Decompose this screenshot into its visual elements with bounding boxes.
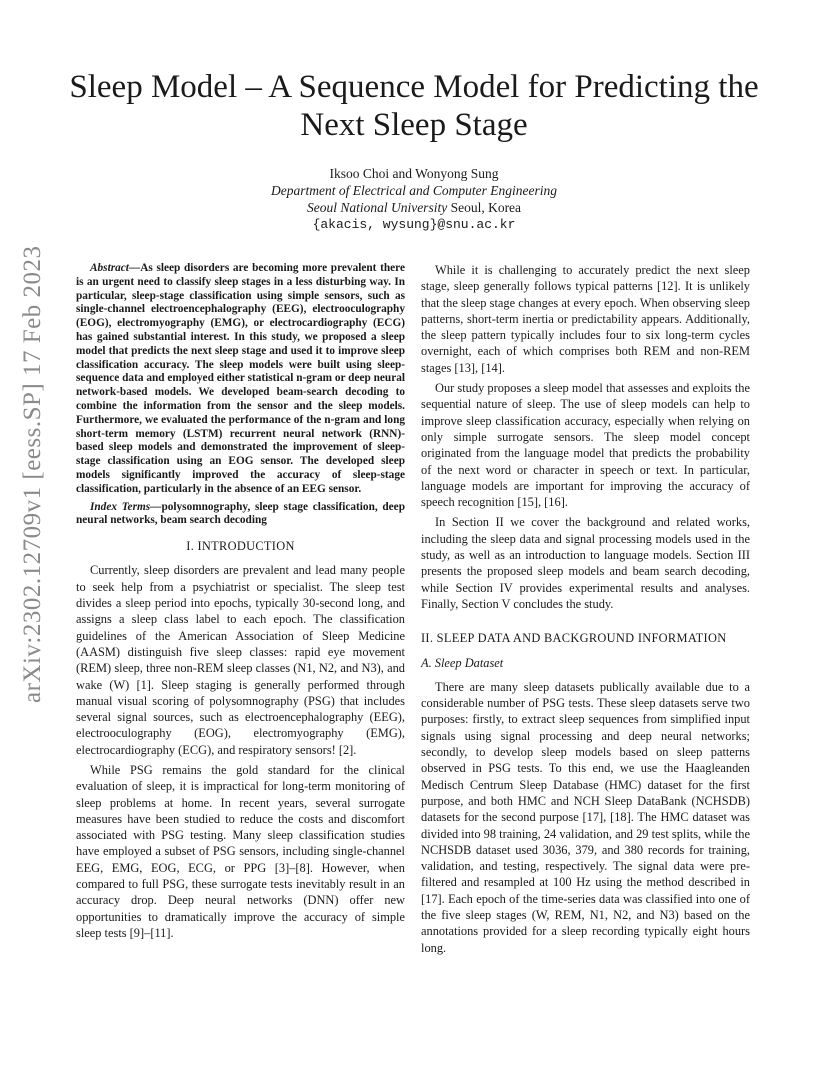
intro-paragraph-4: Our study proposes a sleep model that assesses and exploits the sequential nature of sleep. The use of sleep models can help to improve sleep classification accuracy, especially when relying on only simple surrogate sensors. The sleep model concept originated from the language model that predicts the probability of the next word or character in speech or text. In particular, language models are important for improving the accuracy of speech recognition [15], [16]. [421, 381, 750, 510]
arxiv-identifier: arXiv:2302.12709v1 [eess.SP] 17 Feb 2023 [19, 245, 46, 703]
right-column [421, 262, 750, 960]
section-1-heading: I. INTRODUCTION [186, 539, 295, 554]
subsection-heading: A. Sleep Dataset [421, 655, 504, 670]
author-location: Seoul, Korea [447, 200, 522, 215]
index-terms [76, 501, 405, 529]
intro-paragraph-1: Currently, sleep disorders are prevalent and lead many people to seek help from a psychiatrist or specialist. The sleep test divides a sleep period into epochs, typically 30-second long, and assigns a sleep class label to each epoch. The classification guidelines of the American Association of Sleep Medicine (AASM) distinguish five sleep classes: rapid eye movement (REM) sleep, three non-REM sleep classes (N1, N2, and N3), and wake (W) [1]. Sleep staging is generally performed through manual visual scoring of polysomnography (PSG) that includes several signal sources, such as electroencephalography (EEG), electrooculography (EOG), electromyography (EMG), electrocardiography (ECG), and respiratory sensors! [2]. [76, 563, 405, 757]
abstract [76, 262, 405, 497]
abstract-text: As sleep disorders are becoming more prevalent there is an urgent need to classify sleep stages in a less disturbing way. In particular, sleep-stage classification using simple sensors, such as single-channel electroencephalography (EEG), electrooculography (EOG), electromyography (EMG), or electrocardiography (ECG) has gained substantial interest. In this study, we proposed a sleep model that predicts the next sleep stage and used it to improve sleep classification accuracy. The sleep models were built using sleep-sequence data and employed either statistical n-gram or deep neural network-based models. We developed beam-search decoding to combine the information from the sensor and the sleep models. Furthermore, we evaluated the performance of the n-gram and long short-term memory (LSTM) recurrent neural network (RNN)-based sleep models and demonstrated the improvement of sleep-stage classification using an EOG sensor. The developed sleep models significantly improved the accuracy of sleep-stage classification, particularly in the absence of an EEG sensor. [76, 262, 405, 495]
intro-paragraph-3: While it is challenging to accurately predict the next sleep stage, sleep generally follows typical patterns [12]. It is unlikely that the sleep stage changes at every epoch. When observing sleep patterns, short-term inertia or predictability appears. Additionally, the sleep pattern typically includes four to six long-term cycles overnight, each of which comprises both REM and non-REM stages [13], [14]. [421, 263, 750, 375]
author-email: {akacis, wysung}@snu.ac.kr [312, 217, 516, 232]
intro-paragraph-2: While PSG remains the gold standard for the clinical evaluation of sleep, it is impractical for long-term monitoring of sleep problems at home. In recent years, several surrogate measures have been studied to reduce the costs and discomfort associated with PSG testing. Many sleep classification studies have employed a subset of PSG sensors, including single-channel EEG, EMG, EOG, ECG, or PPG [3]–[8]. However, when compared to full PSG, these surrogate tests inevitably result in an accuracy drop. Deep neural networks (DNN) offer new opportunities to dramatically improve the accuracy of simple sleep tests [9]–[11]. [76, 763, 405, 940]
author-block [60, 165, 768, 233]
author-names: Iksoo Choi and Wonyong Sung [329, 166, 499, 181]
author-university: Seoul National University [306, 200, 448, 215]
dataset-paragraph: There are many sleep datasets publically available due to a considerable number of PSG tests. These sleep datasets serve two purposes: firstly, to extract sleep sequences from simplified input signals using signal processing and deep neural networks; secondly, to develop sleep models based on sleep patterns observed in PSG tests. To this end, we use the Haagleanden Medisch Centrum Sleep Database (HMC) dataset for the first purpose, and both HMC and NCH Sleep DataBank (NCHSDB) datasets for the second purpose [17], [18]. The HMC dataset was divided into 98 training, 24 validation, and 29 test splits, while the NCHSDB dataset used 3036, 379, and 380 records for training, validation, and testing, respectively. The signal data were pre-filtered and resampled at 100 Hz using the method described in [17]. Each epoch of the time-series data was classified into one of the five sleep stages (W, REM, N1, N2, and N3) based on the annotations provided for a sleep recording typically eight hours long. [421, 679, 750, 955]
author-affiliation [60, 199, 768, 216]
paper-title: Sleep Model – A Sequence Model for Predicting the Next Sleep Stage [69, 69, 759, 143]
index-terms-lead: Index Terms— [90, 500, 162, 513]
author-department: Department of Electrical and Computer Engineering [270, 183, 558, 198]
index-terms-text: polysomnography, sleep stage classification, deep neural networks, beam search decoding [76, 500, 405, 527]
intro-paragraph-5: In Section II we cover the background and related works, including the sleep data and signal processing models used in the study, as well as an introduction to language models. Section III presents the proposed sleep models and beam search decoding, while Section IV provides experimental results and analyses. Finally, Section V concludes the study. [421, 515, 750, 611]
abstract-lead: Abstract— [90, 262, 141, 274]
left-column [76, 262, 405, 945]
section-2-heading: II. SLEEP DATA AND BACKGROUND INFORMATION [421, 631, 727, 646]
